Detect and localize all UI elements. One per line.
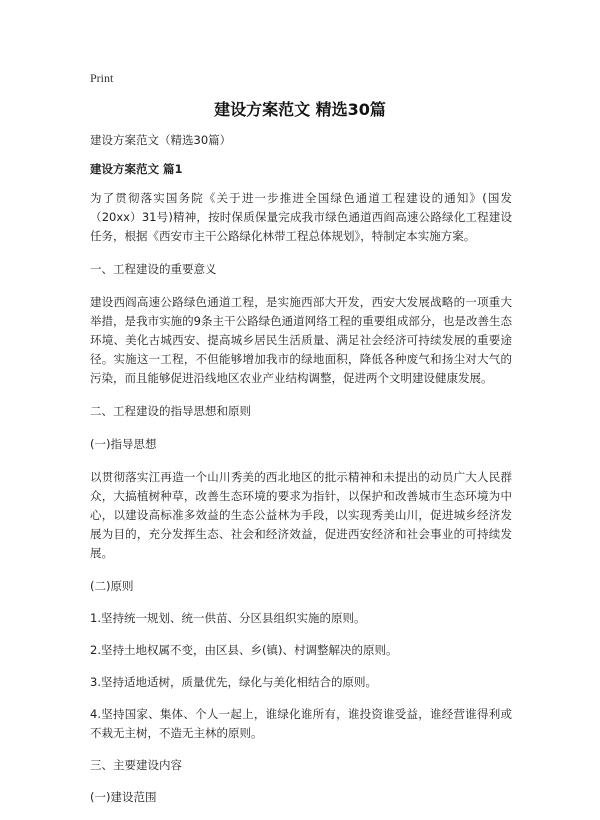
heading-main-content: 三、主要建设内容 — [90, 758, 182, 772]
heading-significance: 一、工程建设的重要意义 — [90, 262, 217, 276]
subheading-guiding-ideology: (一)指导思想 — [90, 437, 157, 451]
document-body — [90, 131, 512, 820]
subheading-scope: (一)建设范围 — [90, 790, 157, 804]
guiding-ideology-paragraph: 以贯彻落实江再造一个山川秀美的西北地区的批示精神和未提出的动员广大人民群众，大搞植树种草，改善生态环境的要求为指针，以保护和改善城市生态环境为中心，以建设高标准多效益的生态公益林为手段，以实现秀美山川，促进城乡经济发展为目的，充分发挥生态、社会和经济效益，促进西安经济和社会事业的可持续发展。 — [90, 470, 512, 560]
document-title: 建设方案范文 精选30篇 — [214, 100, 386, 119]
principle-item-4: 4.坚持国家、集体、个人一起上，谁绿化谁所有，谁投资谁受益，谁经营谁得利或不栽无主树，不造无主林的原则。 — [90, 707, 512, 740]
principle-item-3: 3.坚持适地适树，质量优先，绿化与美化相结合的原则。 — [90, 675, 377, 689]
significance-paragraph: 建设西阎高速公路绿色通道工程，是实施西部大开发，西安大发展战略的一项重大举措，是我市实施的9条主干公路绿色通道网络工程的重要组成部分，也是改善生态环境、美化古城西安、提高城乡居民生活质量、满足社会经济可持续发展的重要途径。实施这一工程，不但能够增加我市的绿地面积，降低各种废气和扬尘对大气的污染，而且能够促进沿线地区农业产业结构调整，促进两个文明建设健康发展。 — [90, 295, 512, 385]
subheading-principles: (二)原则 — [90, 579, 134, 593]
section-title: 建设方案范文 篇1 — [90, 162, 183, 176]
principle-item-2: 2.坚持土地权属不变，由区县、乡(镇)、村调整解决的原则。 — [90, 643, 398, 657]
principle-item-1: 1.坚持统一规划、统一供苗、分区县组织实施的原则。 — [90, 611, 366, 625]
print-link[interactable]: Print — [90, 71, 114, 85]
document-subtitle: 建设方案范文（精选30篇） — [90, 133, 232, 147]
heading-guiding-principles: 二、工程建设的指导思想和原则 — [90, 404, 251, 418]
intro-paragraph: 为了贯彻落实国务院《关于进一步推进全国绿色通道工程建设的通知》(国发（20xx）31号)精神，按时保质保量完成我市绿色通道西阎高速公路绿化工程建设任务，根据《西安市主干公路绿化林带工程总体规划》，特制定本实施方案。 — [90, 191, 512, 243]
